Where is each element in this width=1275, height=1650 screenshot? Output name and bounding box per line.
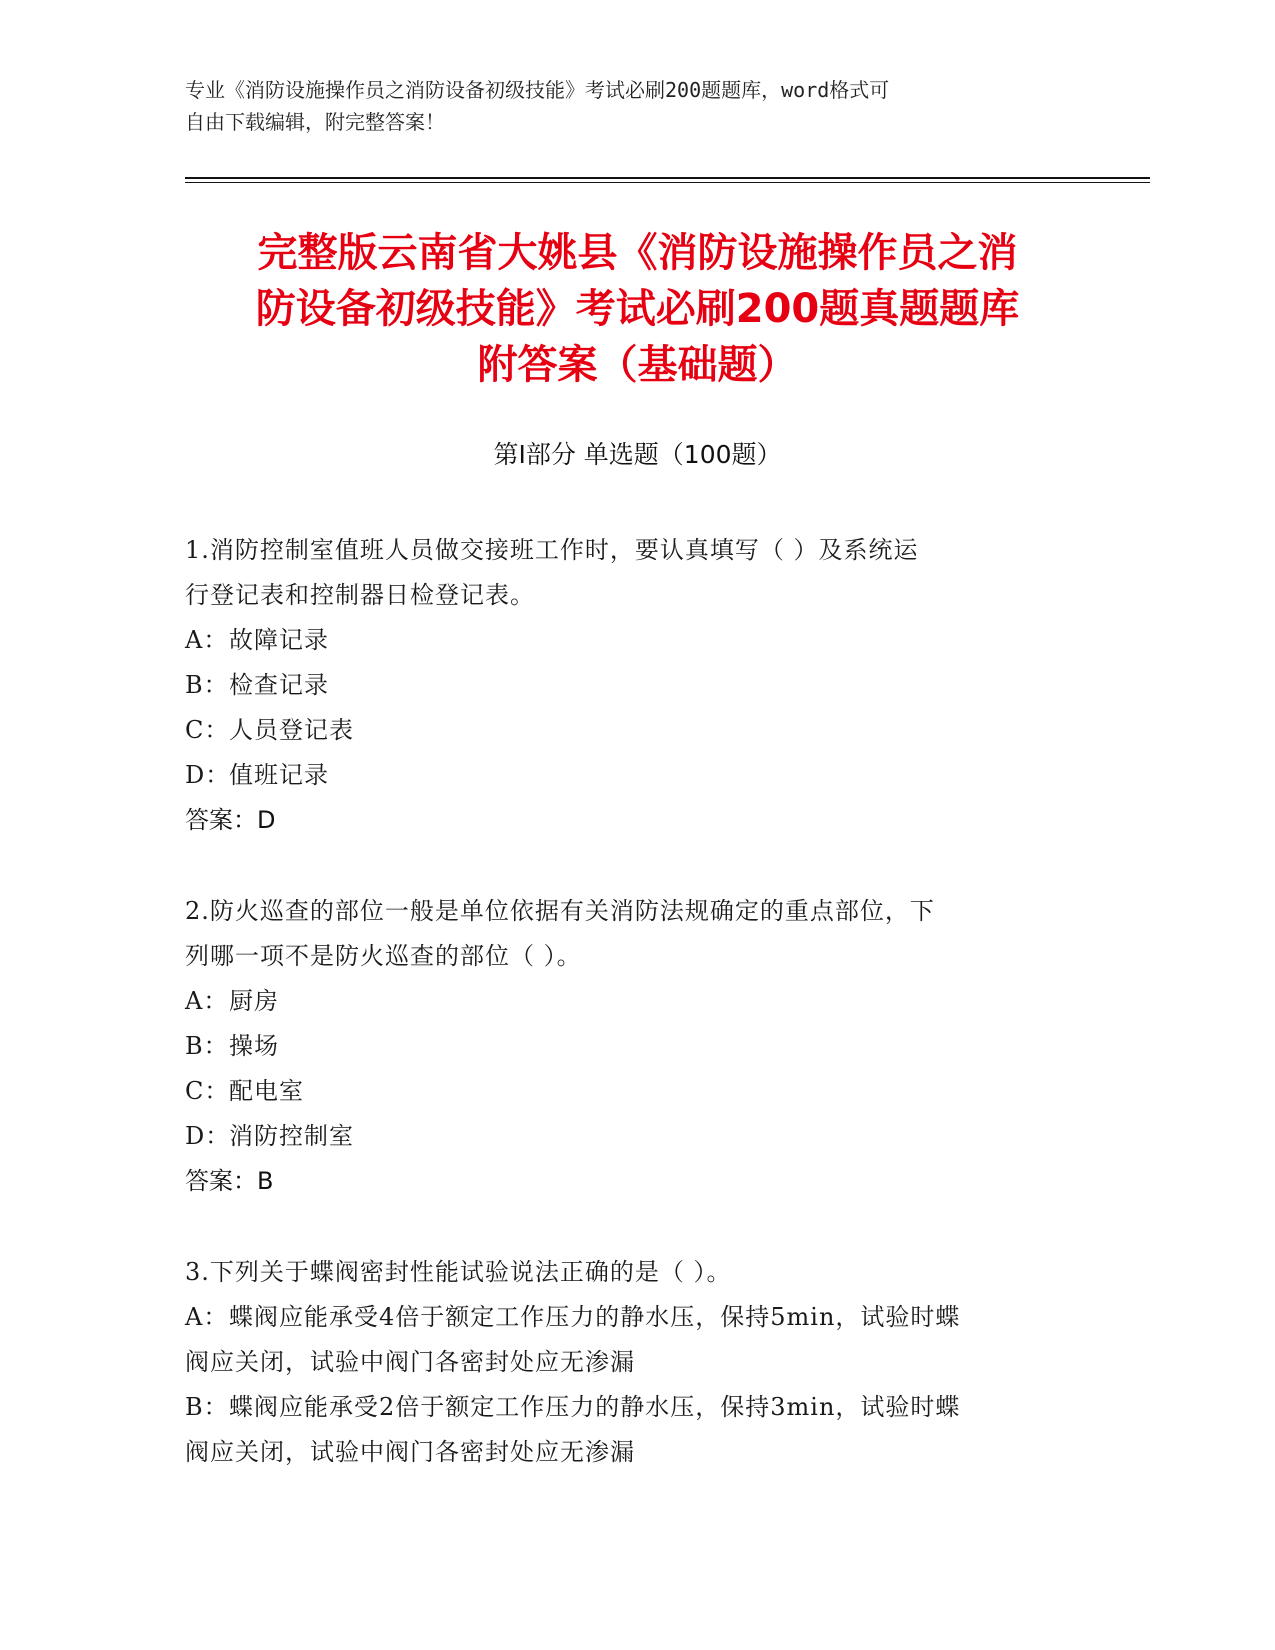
question-1-option-a	[185, 618, 1085, 663]
header-note	[185, 74, 1085, 138]
header-divider-thick	[185, 177, 1150, 179]
question-2	[185, 889, 1085, 1204]
option-letter: B：	[185, 1032, 229, 1060]
question-2-answer: 答案：B	[185, 1167, 274, 1195]
question-3-option-a	[185, 1295, 1085, 1340]
option-letter: A：	[185, 1303, 229, 1331]
option-text: 消防控制室	[229, 1122, 354, 1150]
option-text: 值班记录	[229, 761, 329, 789]
option-text: 蝶阀应能承受4倍于额定工作压力的静水压，保持5min，试验时蝶	[229, 1303, 961, 1331]
question-2-stem-line2: 列哪一项不是防火巡查的部位（ ）。	[185, 942, 582, 970]
option-letter: B：	[185, 671, 229, 699]
option-text: 人员登记表	[229, 716, 354, 744]
option-letter: C：	[185, 1077, 230, 1105]
document-title-line3: 附答案（基础题）	[477, 342, 798, 388]
option-letter: D：	[185, 1122, 231, 1150]
question-1-option-c	[185, 708, 1085, 753]
question-1-option-d	[185, 753, 1085, 798]
question-2-option-b	[185, 1024, 1085, 1069]
question-1-answer: 答案：D	[185, 806, 276, 834]
option-text: 故障记录	[229, 626, 329, 654]
option-letter: A：	[185, 626, 229, 654]
question-2-option-a	[185, 979, 1085, 1024]
option-letter: B：	[185, 1393, 229, 1421]
question-1-stem-line2: 行登记表和控制器日检登记表。	[185, 581, 535, 609]
question-3-stem-line1: 3.下列关于蝶阀密封性能试验说法正确的是（ ）。	[185, 1258, 732, 1286]
option-letter: C：	[185, 716, 230, 744]
section-heading: 第Ⅰ部分 单选题（100题）	[493, 440, 782, 469]
question-1	[185, 528, 1085, 843]
question-3	[185, 1250, 1085, 1475]
question-1-stem-line1: 1.消防控制室值班人员做交接班工作时，要认真填写（ ）及系统运	[185, 536, 919, 564]
question-3-option-b	[185, 1385, 1085, 1430]
question-2-option-c	[185, 1069, 1085, 1114]
option-letter: A：	[185, 987, 229, 1015]
question-2-stem-line1: 2.防火巡查的部位一般是单位依据有关消防法规确定的重点部位，下	[185, 897, 935, 925]
header-divider-thin	[185, 182, 1150, 183]
question-3-option-b-continued: 阀应关闭，试验中阀门各密封处应无渗漏	[185, 1438, 635, 1466]
question-2-option-d	[185, 1114, 1085, 1159]
option-letter: D：	[185, 761, 231, 789]
document-title-line1: 完整版云南省大姚县《消防设施操作员之消	[257, 230, 1018, 276]
option-text: 检查记录	[229, 671, 329, 699]
header-note-line1: 专业《消防设施操作员之消防设备初级技能》考试必刷200题题库，word格式可	[185, 78, 890, 102]
header-note-line2: 自由下载编辑，附完整答案！	[185, 110, 445, 134]
document-title-line2: 防设备初级技能》考试必刷200题真题题库	[255, 286, 1020, 332]
question-3-option-a-continued: 阀应关闭，试验中阀门各密封处应无渗漏	[185, 1348, 635, 1376]
option-text: 配电室	[229, 1077, 304, 1105]
question-list	[185, 528, 1085, 1521]
option-text: 操场	[229, 1032, 279, 1060]
question-1-option-b	[185, 663, 1085, 708]
option-text: 蝶阀应能承受2倍于额定工作压力的静水压，保持3min，试验时蝶	[229, 1393, 961, 1421]
option-text: 厨房	[229, 987, 279, 1015]
document-title	[150, 225, 1125, 393]
